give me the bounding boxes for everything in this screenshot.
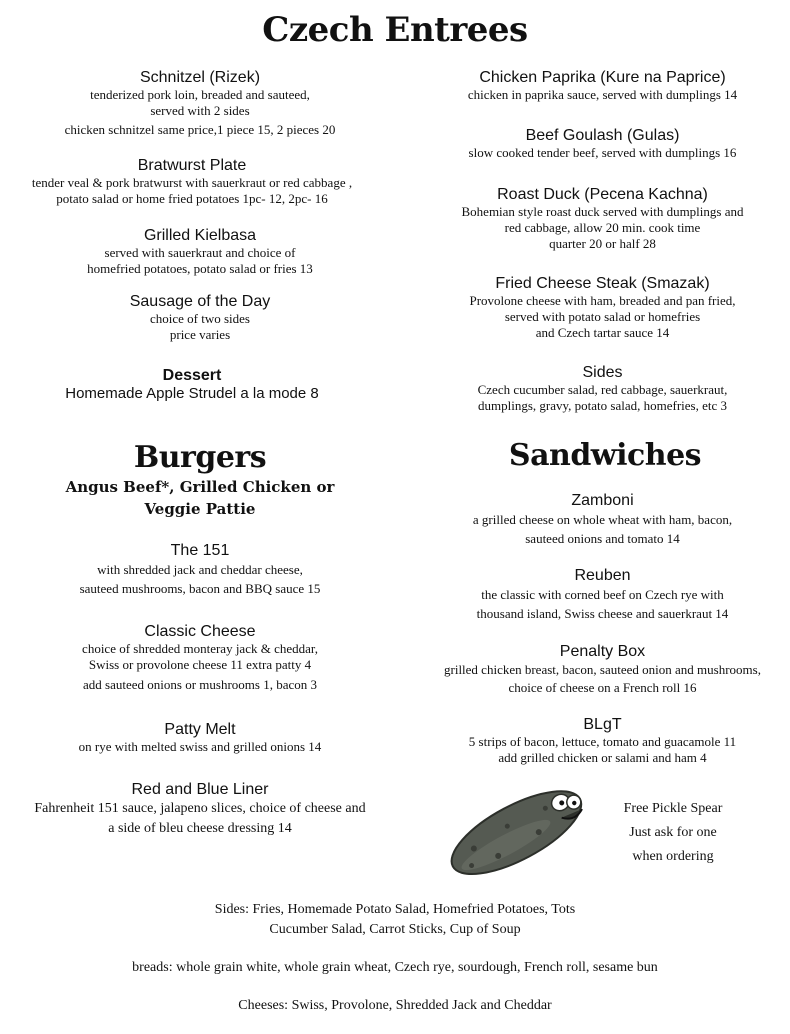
item-desc-line: thousand island, Swiss cheese and sauerkraut 14 (476, 606, 729, 621)
burgers-heading: Burgers (133, 440, 267, 475)
item-name: The 151 (170, 542, 230, 559)
burgers-subhead-line: Veggie Pattie (144, 500, 256, 518)
item-desc-line: chicken in paprika sauce, served with dumplings 14 (467, 87, 738, 102)
item-bratwurst (0, 156, 392, 207)
item-desc-line: choice of two sides (149, 311, 250, 326)
burgers-subhead-line: Angus Beef*, Grilled Chicken or (65, 478, 335, 496)
footer-breads: breads: whole grain white, whole grain wheat, Czech rye, sourdough, French roll, sesame bun (132, 960, 658, 975)
pickle-icon (440, 775, 590, 885)
item-desc-line: choice of cheese on a French roll 16 (508, 680, 697, 695)
item-roast-duck (410, 185, 790, 252)
item-desc-line: price varies (169, 327, 231, 342)
item-desc-line: tenderized pork loin, breaded and sauteed, (90, 87, 310, 102)
item-name: Red and Blue Liner (131, 781, 269, 798)
pickle-note (598, 797, 748, 869)
item-beef-goulash (410, 126, 790, 161)
item-zamboni (410, 491, 790, 548)
item-name: Schnitzel (Rizek) (139, 69, 261, 86)
item-desc-line: grilled chicken breast, bacon, sauteed onion and mushrooms, (444, 662, 761, 677)
item-desc-line: Bohemian style roast duck served with dumplings and (461, 204, 744, 219)
item-desc-line: homefried potatoes, potato salad or fries 13 (87, 261, 313, 276)
item-name: Grilled Kielbasa (143, 227, 257, 244)
item-schnitzel (0, 68, 400, 138)
item-name: BLgT (583, 716, 622, 733)
item-name: Beef Goulash (Gulas) (525, 127, 680, 144)
item-desc-line: tender veal & pork bratwurst with sauerkraut or red cabbage , (31, 175, 353, 190)
item-name: Reuben (574, 567, 631, 584)
item-patty-melt (0, 720, 400, 755)
item-blgt (410, 715, 790, 766)
item-penalty-box (410, 642, 790, 697)
footer-sides-line: Sides: Fries, Homemade Potato Salad, Homefried Potatoes, Tots (214, 902, 576, 917)
footer-sides (0, 900, 790, 940)
item-name: Classic Cheese (144, 623, 256, 640)
item-desc-line: served with potato salad or homefries (504, 309, 701, 324)
item-chicken-paprika (410, 68, 790, 103)
item-red-blue-liner (0, 780, 400, 839)
item-sides (410, 363, 790, 414)
item-desc-line: a grilled cheese on whole wheat with ham, bacon, (472, 512, 733, 527)
item-desc-line: with shredded jack and cheddar cheese, (97, 562, 303, 577)
footer-sides-line: Cucumber Salad, Carrot Sticks, Cup of Soup (269, 922, 521, 937)
item-desc-line: Provolone cheese with ham, breaded and pan fried, (469, 293, 736, 308)
item-reuben (410, 566, 790, 623)
item-desc-line: choice of shredded monteray jack & cheddar, (82, 641, 318, 656)
item-name: Zamboni (571, 492, 634, 509)
item-desc-line: sauteed onions and tomato 14 (525, 531, 680, 546)
item-desc-line: quarter 20 or half 28 (549, 236, 656, 251)
item-dessert (0, 366, 392, 403)
item-fried-cheese-steak (410, 274, 790, 341)
item-desc-line: the classic with corned beef on Czech rye with (481, 587, 724, 602)
menu-title: Czech Entrees (262, 10, 528, 50)
item-desc-line: Swiss or provolone cheese 11 extra patty 4 (88, 657, 312, 672)
item-desc-line: Fahrenheit 151 sauce, jalapeno slices, choice of cheese and (34, 801, 366, 816)
item-desc-line: and Czech tartar sauce 14 (535, 325, 670, 340)
footer-cheeses: Cheeses: Swiss, Provolone, Shredded Jack and Cheddar (238, 998, 552, 1013)
item-name: Bratwurst Plate (137, 157, 247, 174)
item-desc-line: red cabbage, allow 20 min. cook time (504, 220, 701, 235)
item-desc-line: add grilled chicken or salami and ham 4 (498, 750, 707, 765)
item-name: Sides (582, 364, 623, 381)
item-desc-line: a side of bleu cheese dressing 14 (108, 821, 292, 836)
item-the-151 (0, 541, 400, 598)
item-desc-line: chicken schnitzel same price,1 piece 15, 2 pieces 20 (64, 122, 336, 137)
pickle-note-line: when ordering (632, 849, 714, 864)
item-classic-cheese (0, 622, 400, 693)
item-name: Penalty Box (559, 643, 646, 660)
item-desc-line: served with 2 sides (150, 103, 250, 118)
item-sausage (0, 292, 400, 343)
item-kielbasa (0, 226, 400, 277)
burgers-subhead (0, 476, 400, 520)
item-name: Patty Melt (164, 721, 236, 738)
item-desc-line: served with sauerkraut and choice of (104, 245, 296, 260)
pickle-note-line: Just ask for one (629, 825, 717, 840)
sandwiches-heading: Sandwiches (508, 438, 702, 473)
item-desc-line: sauteed mushrooms, bacon and BBQ sauce 15 (79, 581, 321, 596)
item-name: Chicken Paprika (Kure na Paprice) (479, 69, 726, 86)
item-name: Sausage of the Day (129, 293, 271, 310)
item-desc-line: slow cooked tender beef, served with dumplings 16 (468, 145, 737, 160)
item-desc-line: potato salad or home fried potatoes 1pc- 12, 2pc- 16 (56, 191, 328, 206)
item-desc-line: dumplings, gravy, potato salad, homefries, etc 3 (478, 398, 727, 413)
dessert-heading: Dessert (162, 367, 222, 384)
item-desc-line: Czech cucumber salad, red cabbage, sauerkraut, (477, 382, 728, 397)
item-name: Roast Duck (Pecena Kachna) (497, 186, 708, 203)
item-desc-line: on rye with melted swiss and grilled onions 14 (78, 739, 322, 754)
item-desc-line: add sauteed onions or mushrooms 1, bacon 3 (83, 677, 317, 692)
item-desc-line: 5 strips of bacon, lettuce, tomato and guacamole 11 (468, 734, 737, 749)
item-name: Fried Cheese Steak (Smazak) (495, 275, 710, 292)
dessert-desc: Homemade Apple Strudel a la mode 8 (65, 385, 319, 402)
pickle-note-line: Free Pickle Spear (623, 801, 723, 816)
